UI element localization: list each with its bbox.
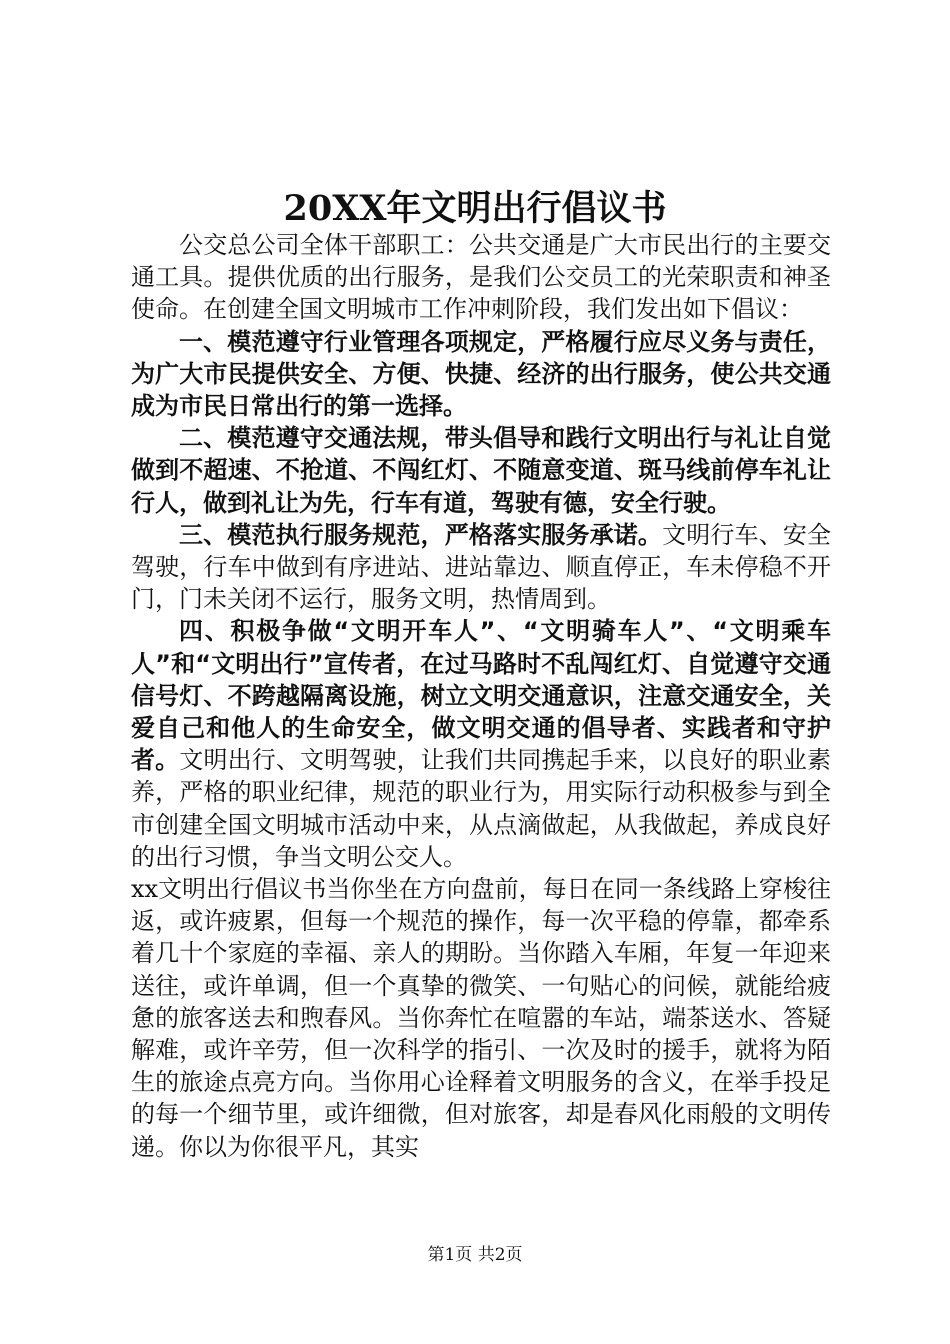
paragraph-item-3-lead: 三、模范执行服务规范，严格落实服务承诺。 [179,520,663,549]
paragraph-item-4-rest: 文明出行、文明驾驶，让我们共同携起手来，以良好的职业素养，严格的职业纪律，规范的职业行为，用实际行动积极参与到全市创建全国文明城市活动中来，从点滴做起，从我做起，养成良好的出行习惯，争当文明公交人。 [131,746,832,871]
paragraph-item-1: 一、模范遵守行业管理各项规定，严格履行应尽义务与责任，为广大市民提供安全、方便、快捷、经济的出行服务，使公共交通成为市民日常出行的第一选择。 [131,327,831,421]
paragraph-item-2: 二、模范遵守交通法规，带头倡导和践行文明出行与礼让自觉做到不超速、不抢道、不闯红灯、不随意变道、斑马线前停车礼让行人，做到礼让为先，行车有道，驾驶有德，安全行驶。 [131,424,831,517]
paragraph-intro: 公交总公司全体干部职工：公共交通是广大市民出行的主要交通工具。提供优质的出行服务，是我们公交员工的光荣职责和神圣使命。在创建全国文明城市工作冲刺阶段，我们发出如下倡议： [131,231,831,324]
paragraph-item-3 [131,519,831,616]
paragraph-item-3-rest: 文明行车、安全驾驶，行车中做到有序进站、进站靠边、顺直停正，车未停稳不开门，门未关闭不运行，服务文明，热情周到。 [131,520,832,614]
document-body [131,229,831,1163]
paragraph-item-4 [131,615,831,873]
page-number-footer: 第1页 共2页 [427,1245,523,1265]
document-title: 20XX年文明出行倡议书 [283,188,667,229]
paragraph-item-4-lead: 四、积极争做“文明开车人”、“文明骑车人”、“文明乘车人”和“文明出行”宣传者，在过马路时不乱闯红灯、自觉遵守交通信号灯、不跨越隔离设施，树立文明交通意识，注意交通安全，关爱自己和他人的生命安全，做文明交通的倡导者、实践者和守护者。 [131,617,831,775]
paragraph-proposal-body: xx文明出行倡议书当你坐在方向盘前，每日在同一条线路上穿梭往返，或许疲累，但每一个规范的操作，每一次平稳的停靠，都牵系着几十个家庭的幸福、亲人的期盼。当你踏入车厢，年复一年迎来送往，或许单调，但一个真挚的微笑、一句贴心的问候，就能给疲惫的旅客送去和煦春风。当你奔忙在喧嚣的车站，端茶送水、答疑解难，或许辛劳，但一次科学的指引、一次及时的援手，就将为陌生的旅途点亮方向。当你用心诠释着文明服务的含义，在举手投足的每一个细节里，或许细微，但对旅客，却是春风化雨般的文明传递。你以为你很平凡，其实 [131,875,831,1161]
